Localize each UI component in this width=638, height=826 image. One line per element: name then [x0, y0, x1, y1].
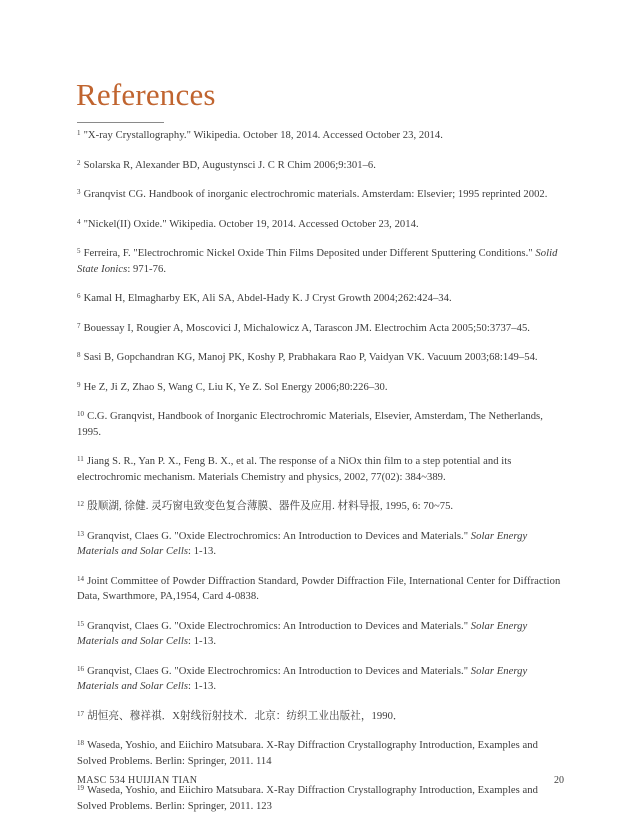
reference-text: Granqvist CG. Handbook of inorganic electrochromic materials. Amsterdam: Elsevier; 1995 reprinted 2002. — [83, 189, 548, 200]
reference-number: 9 — [77, 380, 81, 389]
reference-number: 6 — [77, 292, 81, 300]
reference-list — [77, 126, 567, 826]
reference-text: Kamal H, Elmagharby EK, Ali SA, Abdel-Hady K. J Cryst Growth 2004;262:424–34. — [83, 293, 452, 304]
reference-number: 10 — [77, 410, 85, 418]
reference-number: 2 — [77, 158, 81, 167]
reference-number: 16 — [77, 664, 85, 673]
reference-text: 胡恒亮、穆祥祺．X射线衍射技术．北京：纺织工业出版社，1990． — [87, 710, 404, 722]
page-number: 20 — [554, 775, 564, 786]
reference-number: 18 — [77, 739, 85, 747]
reference-number: 17 — [77, 709, 85, 718]
reference-number: 1 — [77, 129, 81, 137]
reference-text: Joint Committee of Powder Diffraction Standard, Powder Diffraction File, International Center for Diffraction Data, Swarthmore, PA,1954, Card 4-0838. — [77, 575, 561, 602]
reference-item — [77, 497, 567, 515]
reference-number: 8 — [77, 351, 81, 359]
reference-text: Sasi B, Gopchandran KG, Manoj PK, Koshy P, Prabhakara Rao P, Vaidyan VK. Vacuum 2003;68:149–54. — [83, 352, 538, 363]
reference-item — [77, 452, 567, 485]
reference-number: 13 — [77, 529, 85, 538]
reference-text: Waseda, Yoshio, and Eiichiro Matsubara. X-Ray Diffraction Crystallography Introduction, Examples and Solved Problems. Berlin: Springer, 2011. 114 — [77, 740, 538, 767]
reference-number: 14 — [77, 574, 85, 583]
reference-item — [77, 378, 567, 396]
journal-title: Solar Energy Materials and Solar Cells — [77, 665, 528, 692]
reference-text: Jiang S. R., Yan P. X., Feng B. X., et al. The response of a NiOx thin film to a step potential and its electrochromic mechanism. Materials Chemistry and physics, 2002, 77(02): 384~389. — [77, 456, 512, 483]
reference-number: 19 — [77, 784, 85, 792]
reference-item — [77, 707, 567, 725]
footer-course-author: MASC 534 HUIJIAN TIAN — [77, 775, 198, 786]
reference-text: "X-ray Crystallography." Wikipedia. October 18, 2014. Accessed October 23, 2014. — [83, 130, 443, 141]
reference-text: C.G. Granqvist, Handbook of Inorganic Electrochromic Materials, Elsevier, Amsterdam, The Netherlands, 1995. — [77, 411, 543, 438]
heading-underline — [77, 122, 164, 123]
reference-item — [77, 662, 567, 695]
reference-number: 15 — [77, 619, 85, 628]
reference-number: 11 — [77, 455, 84, 463]
reference-item — [77, 572, 567, 605]
reference-text: Waseda, Yoshio, and Eiichiro Matsubara. X-Ray Diffraction Crystallography Introduction, Examples and Solved Problems. Berlin: Springer, 2011. 123 — [77, 785, 538, 812]
reference-item — [77, 319, 567, 337]
reference-text: "Nickel(II) Oxide." Wikipedia. October 19, 2014. Accessed October 23, 2014. — [83, 218, 419, 230]
reference-tail: : 1-13. — [188, 546, 217, 557]
reference-number: 12 — [77, 500, 85, 508]
journal-title: Solar Energy Materials and Solar Cells — [77, 620, 528, 647]
journal-title: Solar Energy Materials and Solar Cells — [77, 530, 528, 557]
reference-text: Ferreira, F. "Electrochromic Nickel Oxide Thin Films Deposited under Different Sputtering Conditions." — [83, 248, 536, 259]
reference-item — [77, 527, 567, 560]
reference-number: 5 — [77, 247, 81, 255]
reference-text: Granqvist, Claes G. "Oxide Electrochromics: An Introduction to Devices and Materials." — [87, 665, 471, 677]
reference-item — [77, 215, 567, 233]
reference-tail: : 1-13. — [188, 636, 217, 647]
page-heading: References — [76, 77, 216, 112]
reference-number: 3 — [77, 188, 81, 196]
reference-item — [77, 244, 567, 277]
journal-title: Solid State Ionics — [77, 248, 558, 275]
reference-item — [77, 407, 567, 440]
reference-tail: : 971-76. — [127, 263, 167, 275]
reference-text: Bouessay I, Rougier A, Moscovici J, Michalowicz A, Tarascon JM. Electrochim Acta 2005;50:3737–45. — [83, 322, 530, 334]
reference-item — [77, 126, 567, 144]
reference-text: 殷顺湖, 徐健. 灵巧窗电致变色复合薄膜、器件及应用. 材料导报, 1995, 6: 70~75. — [87, 501, 454, 512]
reference-text: Granqvist, Claes G. "Oxide Electrochromics: An Introduction to Devices and Materials." — [87, 530, 471, 542]
reference-item — [77, 289, 567, 307]
reference-item — [77, 348, 567, 366]
reference-text: Solarska R, Alexander BD, Augustynsci J. C R Chim 2006;9:301–6. — [83, 159, 376, 171]
reference-number: 4 — [77, 217, 81, 226]
reference-number: 7 — [77, 321, 81, 330]
reference-tail: : 1-13. — [188, 681, 217, 692]
reference-item — [77, 185, 567, 203]
reference-text: Granqvist, Claes G. "Oxide Electrochromics: An Introduction to Devices and Materials." — [87, 620, 471, 632]
reference-text: He Z, Ji Z, Zhao S, Wang C, Liu K, Ye Z. Sol Energy 2006;80:226–30. — [83, 381, 388, 393]
reference-item — [77, 617, 567, 650]
reference-item — [77, 156, 567, 174]
reference-item — [77, 736, 567, 769]
